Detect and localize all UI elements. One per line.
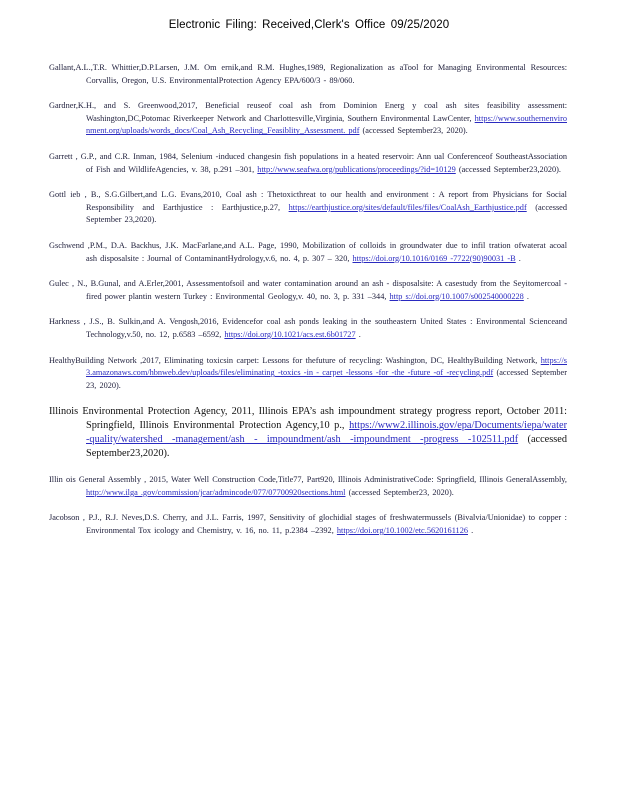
reference-entry [49,278,567,303]
reference-text: Gallant,A.L.,T.R. Whittier,D.P.Larsen, J.M. Om ernik,and R.M. Hughes,1989, Regionalization as aTool for Managing Environmental Resources: Corvallis, Oregon, U.S. EnvironmentalProtection Agency EPA/600/3 - 89/060. [49,63,567,85]
reference-entry [49,512,567,537]
reference-entry [49,474,567,499]
reference-text: Illinois Environmental Protection Agency, 2011, Illinois EPA’s ash impoundment strategy progress report, October 2011: Springfield, Illinois Environmental Protection Agency,10 p., [49,406,567,432]
reference-access-note: . [358,329,361,339]
reference-access-note: (accessed September 23, 2020). [86,368,568,390]
reference-entry [49,189,567,227]
reference-link[interactable]: https://s3.amazonaws.com/hbnweb.dev/uploads/files/eliminating -toxics -in - carpet -lessons -for -the -future -of -recycling.pdf [86,355,567,378]
reference-link[interactable]: https://www.southernenvironment.org/uploads/words_docs/Coal_Ash_Recycling_Feasiblity_Assessment. pdf [86,113,567,136]
reference-access-note: (accessed September23, 2020). [348,487,454,497]
reference-text: Gardner,K.H., and S. Greenwood,2017, Beneficial reuseof coal ash from Dominion Energ y coal ash sites feasibility assessment: Washington,DC,Potomac Riverkeeper Network and Charlottesville,Virginia, Southern Environmental LawCenter, [49,101,567,123]
reference-entry [49,151,567,176]
reference-entry [49,100,567,138]
reference-text: Jacobson , P.J., R.J. Neves,D.S. Cherry, and J.L. Farris, 1997, Sensitivity of glochidial stages of freshwatermussels (Bivalvia/Unionidae) to copper : Environmental Tox icology and Chemistry, v. 16, no. 11, p.2384 –2392, [49,513,567,536]
reference-entry [49,62,567,87]
reference-text: Gottl ieb , B., S.G.Gilbert,and L.G. Evans,2010, Coal ash : Thetoxicthreat to our health and environment : A report from Physicians for Social Responsibility and Earthjustice : Earthjustice,p.27, [49,190,567,212]
reference-access-note: . [518,253,521,263]
reference-link[interactable]: https://www2.illinois.gov/epa/Documents/iepa/water -quality/watershed -management/ash - impoundment/ash -impoundment -progress -102511.pdf [86,420,567,446]
reference-list [49,62,567,551]
reference-access-note: (accessed September 23,2020). [86,202,568,225]
reference-link[interactable]: https://earthjustice.org/sites/default/files/files/CoalAsh_Earthjustice.pdf [288,202,527,212]
reference-access-note: . [526,291,529,301]
reference-link[interactable]: https://doi.org/10.1021/acs.est.6b01727 [224,329,356,339]
reference-link[interactable]: http://www.seafwa.org/publications/proceedings/?id=10129 [257,164,456,174]
reference-entry [49,355,567,393]
reference-access-note: (accessed September23,2020). [86,434,567,460]
reference-text: Gulec , N., B.Gunal, and A.Erler,2001, Assessmentofsoil and water contamination around an ash - disposalsite: A casestudy from the Seyitomercoal -fired power plantin western Turkey : Environmental Geology,v. 40, no. 3, p. 331 –344, [49,279,567,301]
filing-header: Electronic Filing: Received,Clerk's Office 09/25/2020 [168,19,450,31]
reference-access-note: (accessed September23, 2020). [362,126,468,136]
reference-text: Illin ois General Assembly , 2015, Water Well Construction Code,Title77, Part920, Illinois AdministrativeCode: Springfield, Illinois GeneralAssembly, [49,475,567,485]
reference-entry [49,240,567,265]
reference-link[interactable]: https://doi.org/10.1002/etc.5620161126 [336,526,468,536]
reference-text: Harkness , J.S., B. Sulkin,and A. Vengosh,2016, Evidencefor coal ash ponds leaking in the southeastern United States : Environmental Scienceand Technology,v.50, no. 12, p.6583 –6592, [49,317,567,339]
reference-entry [49,316,567,341]
reference-link[interactable]: http s://doi.org/10.1007/s002540000228 [389,291,524,301]
reference-access-note: (accessed September23,2020). [458,164,561,174]
reference-entry [49,405,567,461]
reference-access-note: . [471,526,474,536]
reference-text: Garrett , G.P., and C.R. Inman, 1984, Selenium -induced changesin fish populations in a heated reservoir: Ann ual Conferenceof SoutheastAssociation of Fish and WildlifeAgencies, v. 38, p.291 –301, [49,151,567,174]
reference-text: Gschwend ,P.M., D.A. Backhus, J.K. MacFarlane,and A.L. Page, 1990, Mobilization of colloids in groundwater due to infil tration ofwaterat acoal ash disposalsite : Journal of ContaminantHydrology,v.6, no. 4, p. 307 – 320, [49,240,567,263]
reference-text: HealthyBuilding Network ,2017, Eliminating toxicsin carpet: Lessons for thefuture of recycling: Washington, DC, HealthyBuilding Network, [49,355,538,365]
reference-link[interactable]: http://www.ilga .gov/commission/jcar/admincode/077/07700920sections.html [86,487,346,497]
reference-link[interactable]: https://doi.org/10.1016/0169 -7722(90)90031 -B [352,253,516,263]
